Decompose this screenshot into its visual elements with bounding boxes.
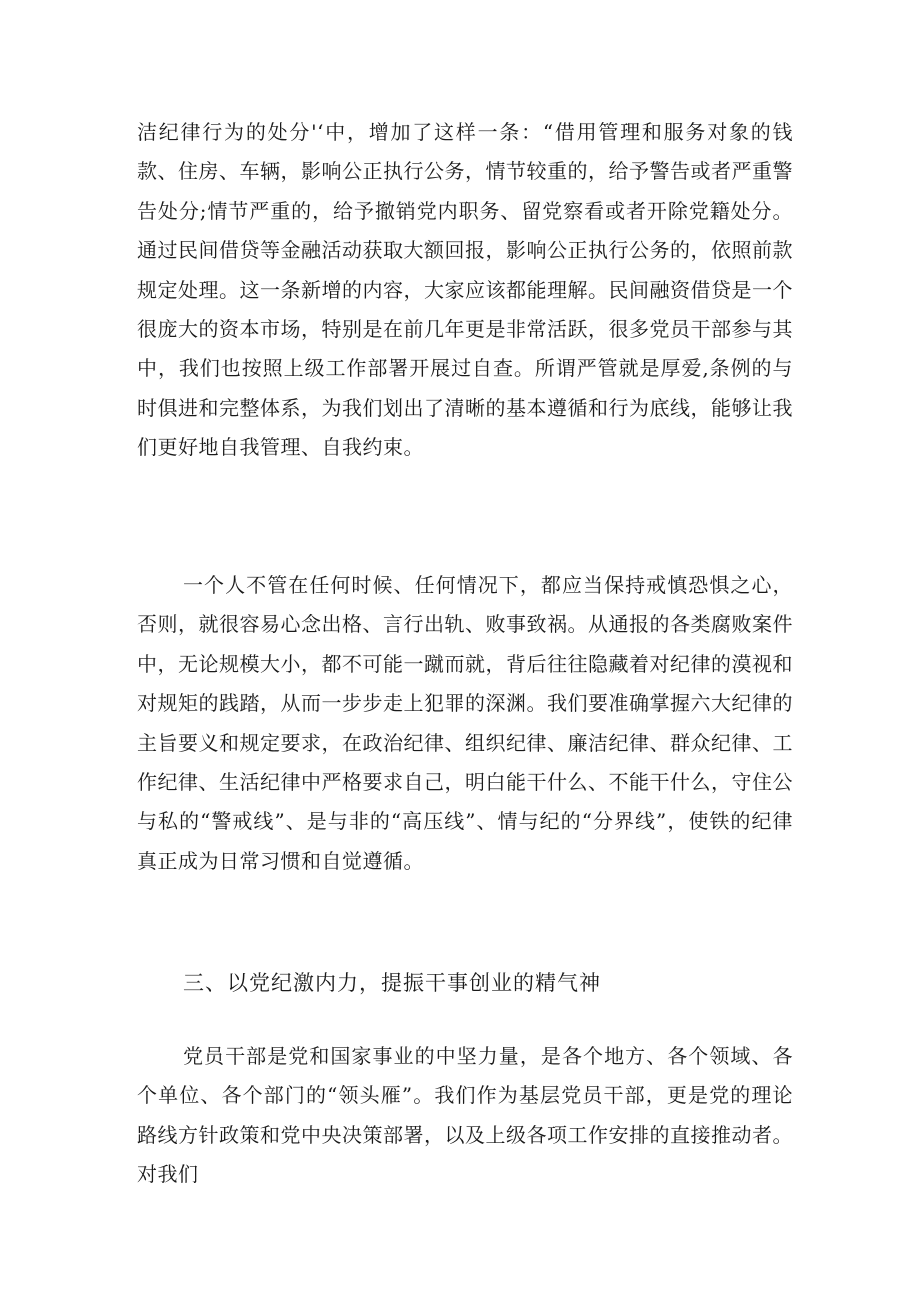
body-paragraph: 一个人不管在任何时候、任何情况下，都应当保持戒慎恐惧之心，否则，就很容易心念出格、言行出轨、败事致祸。从通报的各类腐败案件中，无论规模大小，都不可能一蹴而就，背后往往隐藏着对纪律的漠视和对规矩的践踏，从而一步步走上犯罪的深渊。我们要准确掌握六大纪律的主旨要义和规定要求，在政治纪律、组织纪律、廉洁纪律、群众纪律、工作纪律、生活纪律中严格要求自己，明白能干什么、不能干什么，守住公与私的“警戒线”、是与非的“高压线”、情与纪的“分界线”，使铁的纪律真正成为日常习惯和自觉遵循。 (137, 573, 793, 873)
section-heading: 三、以党纪激内力，提振干事创业的精气神 (183, 971, 601, 995)
body-paragraph: 党员干部是党和国家事业的中坚力量，是各个地方、各个领域、各个单位、各个部门的“领头雁”。我们作为基层党员干部，更是党的理论路线方针政策和党中央决策部署，以及上级各项工作安排的直接推动者。对我们 (137, 1044, 793, 1187)
body-paragraph: 洁纪律行为的处分'‘中，增加了这样一条：“借用管理和服务对象的钱款、住房、车辆，影响公正执行公务，情节较重的，给予警告或者严重警告处分;情节严重的，给予撤销党内职务、留党察看或者开除党籍处分。通过民间借贷等金融活动获取大额回报，影响公正执行公务的，依照前款规定处理。这一条新增的内容，大家应该都能理解。民间融资借贷是一个很庞大的资本市场，特别是在前几年更是非常活跃，很多党员干部参与其中，我们也按照上级工作部署开展过自查。所谓严管就是厚爱,条例的与时俱进和完整体系，为我们划出了清晰的基本遵循和行为底线，能够让我们更好地自我管理、自我约束。 (137, 120, 793, 460)
